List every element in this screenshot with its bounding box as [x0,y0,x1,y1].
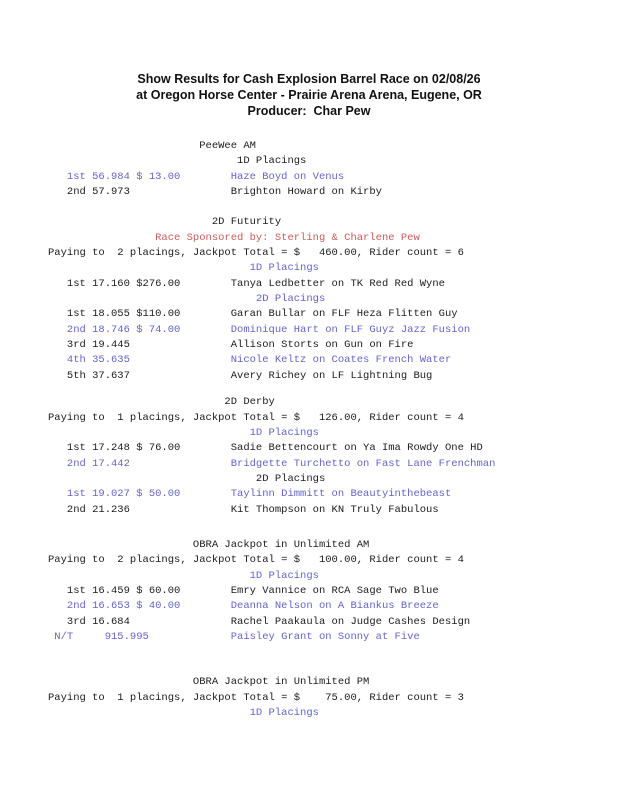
result-row: 1st 17.248 $ 76.00 Sadie Bettencourt on Ya Ima Rowdy One HD [48,442,483,455]
section-obra-jackpot-unlimited-am [48,538,495,645]
sponsor-line: Race Sponsored by: Sterling & Charlene Pew [48,231,420,244]
page-title-line: Show Results for Cash Explosion Barrel Race on 02/08/26 [137,72,481,86]
result-row: 2nd 57.973 Brighton Howard on Kirby [48,186,382,199]
result-row: 3rd 19.445 Allison Storts on Gun on Fire [48,339,414,352]
result-row: 3rd 16.684 Rachel Paakaula on Judge Cashes Design [48,615,471,628]
paying-summary: Paying to 2 placings, Jackpot Total = $ 100.00, Rider count = 4 [48,554,464,567]
section-title: PeeWee AM [48,140,256,152]
section-title: 2D Derby [48,396,275,409]
page-title-line: Producer: Char Pew [247,104,371,118]
result-row: 5th 37.637 Avery Richey on LF Lightning Bug [48,369,433,382]
result-row: 2nd 18.746 $ 74.00 Dominique Hart on FLF Guyz Jazz Fusion [48,323,471,336]
section-2d-derby [48,395,495,518]
section-2d-futurity [48,215,495,384]
placings-header: 1D Placings [48,262,319,275]
result-row: 4th 35.635 Nicole Keltz on Coates French Water [48,354,452,367]
placings-header: 2D Placings [48,472,326,485]
page-title [0,71,618,119]
result-row: N/T 915.995 Paisley Grant on Sonny at Five [48,630,420,643]
result-row: 2nd 16.653 $ 40.00 Deanna Nelson on A Biankus Breeze [48,600,439,613]
result-row: 1st 18.055 $110.00 Garan Bullar on FLF Heza Flitten Guy [48,308,458,321]
results-body [48,139,495,721]
paying-summary: Paying to 2 placings, Jackpot Total = $ 460.00, Rider count = 6 [48,247,464,260]
section-title: OBRA Jackpot in Unlimited AM [48,538,370,551]
placings-header: 1D Placings [48,707,319,719]
result-row: 2nd 17.442 Bridgette Turchetto on Fast Lane Frenchman [48,457,496,470]
section-peewee-am [48,139,495,200]
paying-summary: Paying to 1 placings, Jackpot Total = $ 126.00, Rider count = 4 [48,411,464,424]
page-title-line: at Oregon Horse Center - Prairie Arena Arena, Eugene, OR [136,88,482,102]
result-row: 1st 56.984 $ 13.00 Haze Boyd on Venus [48,170,345,183]
placings-header: 1D Placings [48,155,307,168]
result-row: 1st 17.160 $276.00 Tanya Ledbetter on TK Red Red Wyne [48,277,445,290]
result-row: 1st 19.027 $ 50.00 Taylinn Dimmitt on Beautyinthebeast [48,488,452,501]
result-row: 1st 16.459 $ 60.00 Emry Vannice on RCA Sage Two Blue [48,584,439,597]
placings-header: 2D Placings [48,293,326,306]
section-title: OBRA Jackpot in Unlimited PM [48,676,370,689]
placings-header: 1D Placings [48,426,319,439]
result-row: 2nd 21.236 Kit Thompson on KN Truly Fabulous [48,503,439,516]
paying-summary: Paying to 1 placings, Jackpot Total = $ 75.00, Rider count = 3 [48,691,464,704]
section-obra-jackpot-unlimited-pm [48,675,495,721]
placings-header: 1D Placings [48,569,319,582]
section-title: 2D Futurity [48,216,282,229]
